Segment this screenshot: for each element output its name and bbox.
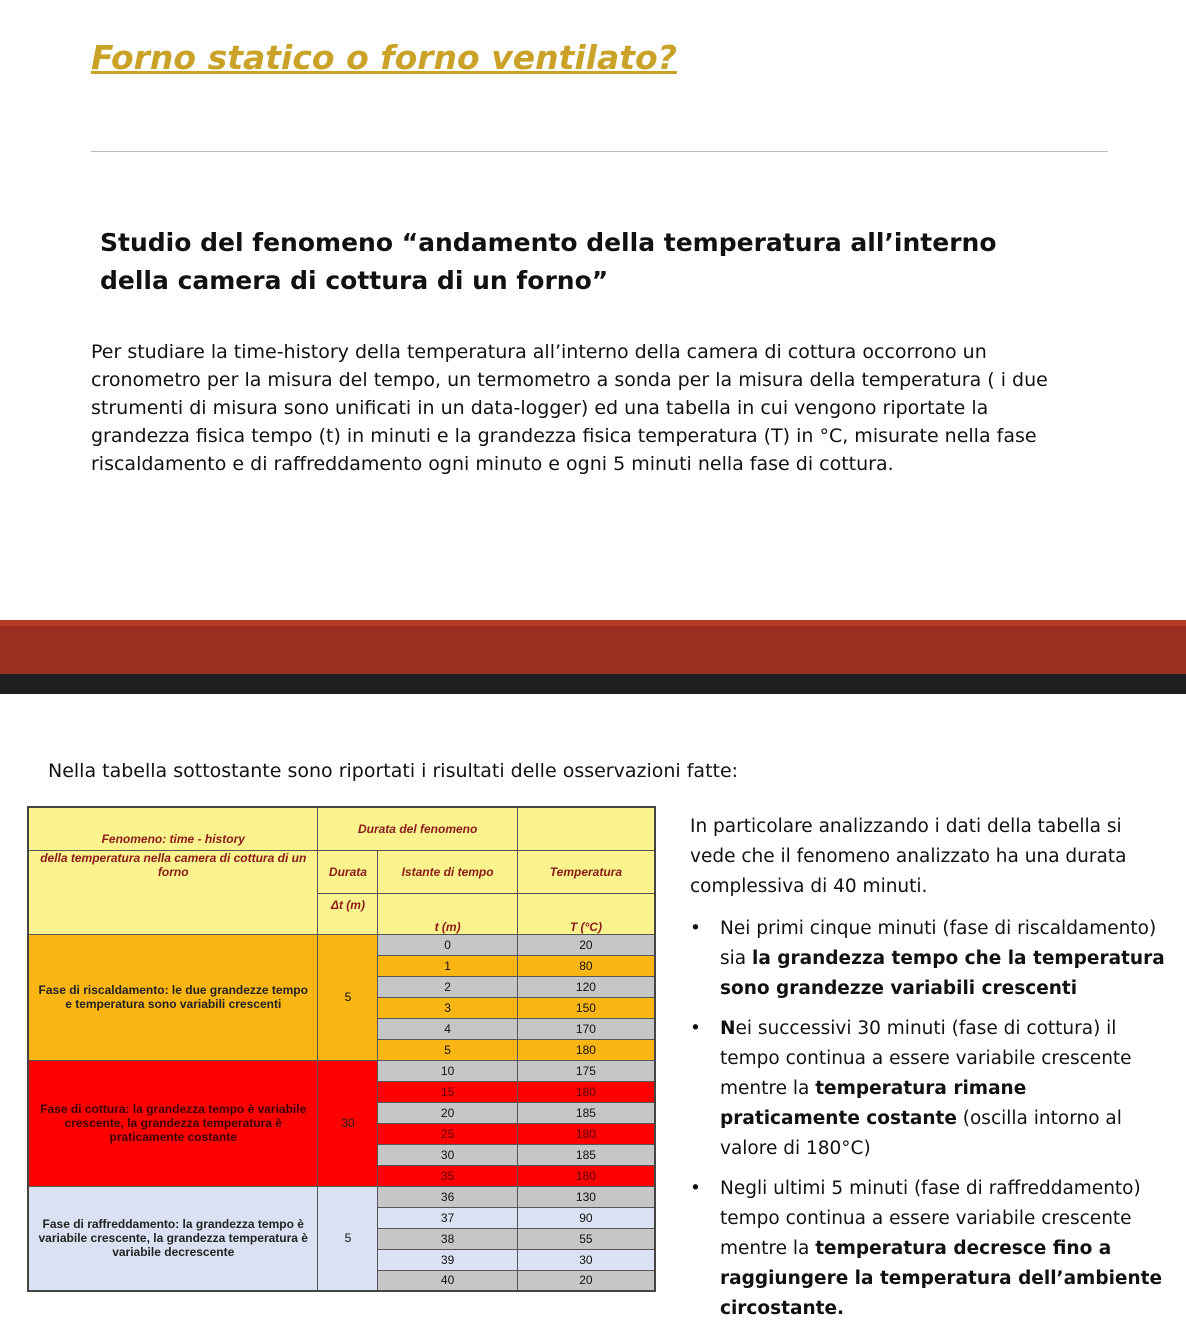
note-emphasis: temperatura rimane praticamente costante	[720, 1078, 1027, 1129]
header-phenomenon-title: Fenomeno: time - history	[28, 807, 318, 850]
header-phenomenon-desc: della temperatura nella camera di cottura di un forno	[28, 850, 318, 934]
list-item	[690, 914, 1170, 1004]
unit-duration: Δt (m)	[318, 893, 378, 934]
bullet-icon: •	[690, 1178, 701, 1199]
table-cell-time: 20	[378, 1102, 517, 1123]
table-cell-time: 0	[378, 934, 517, 955]
note-text: Negli ultimi 5 minuti (fase di raffreddamento) tempo continua a essere variabile crescente mentre la	[720, 1178, 1141, 1259]
header-blank	[517, 807, 655, 850]
table-cell-temp: 185	[517, 1144, 655, 1165]
table-cell-temp: 55	[517, 1228, 655, 1249]
table-cell-time: 2	[378, 976, 517, 997]
notes-list	[690, 914, 1170, 1324]
table-cell-temp: 185	[517, 1102, 655, 1123]
table-cell-time: 36	[378, 1186, 517, 1207]
table-cell-temp: 80	[517, 955, 655, 976]
note-emphasis: temperatura decresce fino a raggiungere la temperatura dell’ambiente circostante.	[720, 1238, 1163, 1319]
table-cell-temp: 170	[517, 1018, 655, 1039]
cooling-phase-label: Fase di raffreddamento: la grandezza tempo è variabile crescente, la grandezza temperatura è variabile decrescente	[28, 1186, 318, 1291]
intro-paragraph: Per studiare la time-history della temperatura all’interno della camera di cottura occorrono un cronometro per la misura del tempo, un termometro a sonda per la misura della temperatura ( i due strumenti di misura sono unificati in un data-logger) ed una tabella in cui vengono riportate la grandezza fisica tempo (t) in minuti e la grandezza fisica temperatura (T) in °C, misurate nella fase riscaldamento e di raffreddamento ogni minuto e ogni 5 minuti nella fase di cottura.	[91, 341, 1048, 475]
table-cell-time: 15	[378, 1081, 517, 1102]
notes-intro: In particolare analizzando i dati della tabella si vede che il fenomeno analizzato ha una durata complessiva di 40 minuti.	[690, 816, 1127, 897]
table-cell-time: 39	[378, 1249, 517, 1270]
table-cell-temp: 20	[517, 1270, 655, 1291]
header-duration: Durata	[318, 850, 378, 893]
table-cell-time: 4	[378, 1018, 517, 1039]
table-cell-time: 40	[378, 1270, 517, 1291]
cooking-phase-label: Fase di cottura: la grandezza tempo è variabile crescente, la grandezza temperatura è praticamente costante	[28, 1060, 318, 1186]
table-cell-temp: 180	[517, 1039, 655, 1060]
table-cell-temp: 20	[517, 934, 655, 955]
table-cell-temp: 180	[517, 1081, 655, 1102]
note-emphasis: N	[720, 1018, 736, 1039]
table-cell-time: 3	[378, 997, 517, 1018]
list-item	[690, 1174, 1170, 1324]
bullet-icon: •	[690, 918, 701, 939]
heating-phase-label: Fase di riscaldamento: le due grandezze tempo e temperatura sono variabili crescenti	[28, 934, 318, 1060]
table-cell-time: 1	[378, 955, 517, 976]
table-cell-time: 38	[378, 1228, 517, 1249]
slide-title: Forno statico o forno ventilato?	[91, 38, 677, 77]
table-cell-time: 37	[378, 1207, 517, 1228]
slide-separator	[0, 674, 1186, 694]
footer-band	[0, 620, 1186, 674]
header-temperature: Temperatura	[517, 850, 655, 893]
table-cell-temp: 90	[517, 1207, 655, 1228]
cooling-duration: 5	[318, 1186, 378, 1291]
header-instant: Istante di tempo	[378, 850, 517, 893]
table-cell-temp: 130	[517, 1186, 655, 1207]
table-cell-temp: 175	[517, 1060, 655, 1081]
slide-subtitle: Studio del fenomeno “andamento della temperatura all’interno della camera di cottura di un forno”	[100, 228, 997, 295]
analysis-notes	[690, 812, 1170, 1334]
note-emphasis: la grandezza tempo che la temperatura sono grandezze variabili crescenti	[720, 948, 1165, 999]
table-cell-temp: 120	[517, 976, 655, 997]
table-cell-time: 30	[378, 1144, 517, 1165]
observation-table	[27, 806, 656, 1292]
header-duration-group: Durata del fenomeno	[318, 807, 517, 850]
note-text: ei successivi 30 minuti (fase di cottura) il tempo continua a essere variabile crescente mentre la	[720, 1018, 1132, 1099]
unit-temp: T (°C)	[517, 893, 655, 934]
list-item	[690, 1014, 1170, 1164]
title-divider	[91, 151, 1108, 152]
table-cell-time: 25	[378, 1123, 517, 1144]
table-cell-temp: 30	[517, 1249, 655, 1270]
slide-top	[0, 0, 1186, 620]
bullet-icon: •	[690, 1018, 701, 1039]
table-cell-time: 10	[378, 1060, 517, 1081]
table-cell-temp: 180	[517, 1165, 655, 1186]
table-cell-time: 35	[378, 1165, 517, 1186]
note-text: Nei primi cinque minuti (fase di riscaldamento) sia	[720, 918, 1157, 969]
note-text: (oscilla intorno al valore di 180°C)	[720, 1108, 1122, 1159]
cooking-duration: 30	[318, 1060, 378, 1186]
table-lead-text: Nella tabella sottostante sono riportati i risultati delle osservazioni fatte:	[48, 760, 739, 782]
table-cell-time: 5	[378, 1039, 517, 1060]
heating-duration: 5	[318, 934, 378, 1060]
unit-time: t (m)	[378, 893, 517, 934]
table-cell-temp: 180	[517, 1123, 655, 1144]
table-cell-temp: 150	[517, 997, 655, 1018]
